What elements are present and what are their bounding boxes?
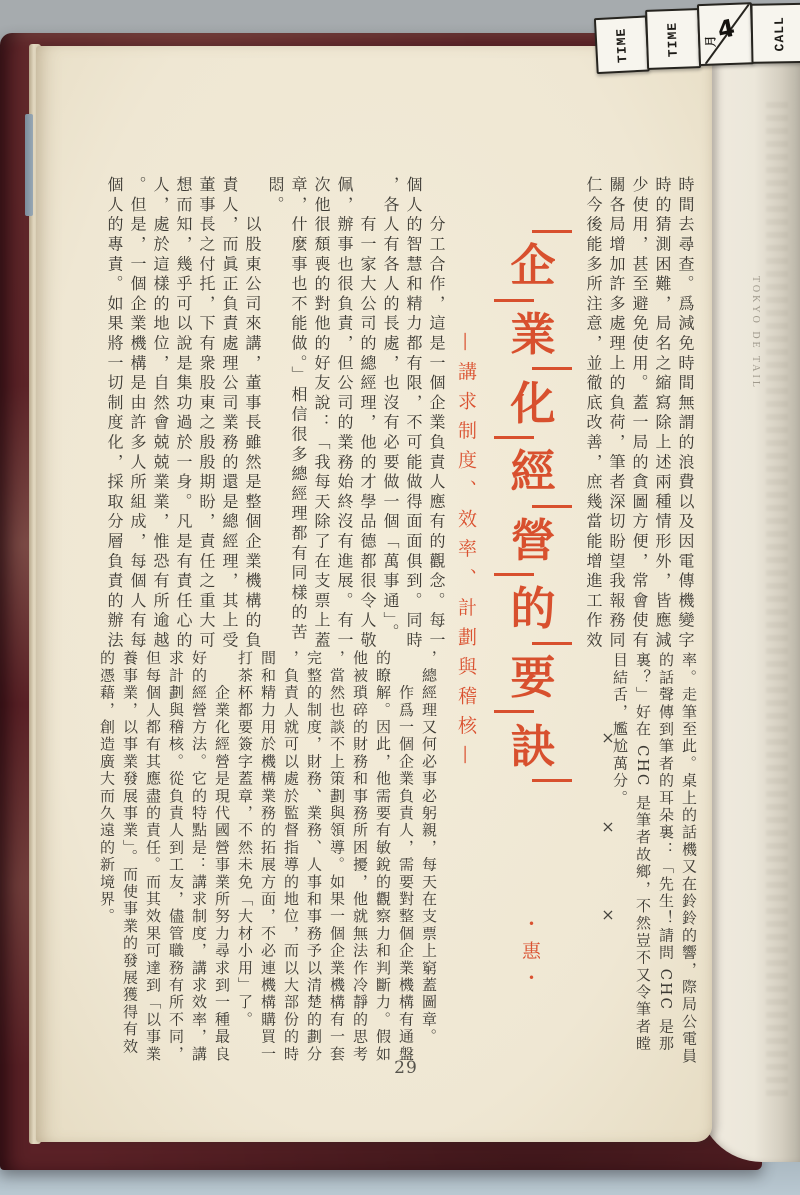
index-tabs: [596, 0, 800, 72]
book-page: [36, 46, 712, 1142]
tab-label: TIME: [664, 21, 682, 57]
title-char: 訣: [510, 719, 556, 773]
text-column: 董事長之付托，下有衆股東之殷殷期盼，責任之重大可: [197, 176, 216, 652]
text-column: 的憑藉，創造廣大而久遠的新境界。: [98, 650, 116, 926]
tab-label: TIME: [613, 26, 630, 63]
text-column: 打茶杯都要簽字蓋章，不然未免「大材小用」了。: [236, 650, 254, 1029]
index-tab-month-4: [697, 2, 754, 66]
text-column: 佩，辦事也很負責，但公司的業務始終沒有進展。有一: [335, 176, 354, 652]
text-column: 次他很頹喪的對他的好友說：「我每天除了在支票上蓋: [312, 176, 331, 652]
body-text-block-bottom-right: [612, 652, 700, 1066]
section-divider-mark: ×: [601, 728, 615, 747]
title-rule-bar: [532, 367, 572, 370]
text-column: ，總經理又何必事必躬親，每天在支票上窮蓋圖章。: [420, 650, 438, 1046]
text-column: 時間去尋查。爲減免時間無謂的浪費以及因電傳機變字: [676, 176, 695, 652]
title-char: 業: [510, 307, 556, 361]
body-text-block-top-right: [582, 176, 697, 656]
text-column: 的瞭解。因此，他需要有敏銳的觀察力和判斷力。假如: [374, 650, 392, 1063]
text-column: 時的猜測困難，局名之縮寫除上述兩種情形外，皆應減: [653, 176, 672, 652]
text-column: 間和精力用於機構業務的拓展方面，不必連機構購買一: [259, 650, 277, 1063]
title-char: 的: [510, 582, 556, 636]
text-column: 但每個人都有其應盡的責任。而其效果可達到「以事業: [144, 650, 162, 1063]
text-column: ，負責人就可以處於監督指導的地位，而以大部份的時: [282, 650, 300, 1063]
text-column: 完整的制度，財務、業務、人事和事務予以清楚的劃分: [305, 650, 323, 1063]
showthrough-text-noise: [766, 96, 788, 1096]
title-rule-bar: [494, 573, 534, 576]
text-column: 。但是，一個企業機構是由許多人所組成，每個人有每: [128, 176, 147, 652]
text-column: 他被瑣碎的財務和事務所困擾，他就無法作冷靜的思考: [351, 650, 369, 1063]
body-text-block-bottom-left: [94, 650, 440, 1064]
text-column: 個人的專責。如果將一切制度化，採取分層負責的辦法: [105, 176, 124, 652]
fore-edge-pages: [698, 36, 800, 1162]
index-tab-time-2: [645, 8, 702, 70]
text-column: 目結舌，尷尬萬分。: [611, 652, 629, 807]
text-column: 以股東公司來講，董事長雖然是整個企業機構的負: [243, 176, 262, 652]
tab-number: 4: [715, 13, 738, 45]
title-rule-bar: [532, 505, 572, 508]
text-column: ，各人有各人的長處，也沒有必要做一個「萬事通」。: [381, 176, 400, 644]
text-column: 率。走筆至此。桌上的話機又在鈴鈴的響，際局公電員: [680, 652, 698, 1065]
title-char: 經: [510, 445, 556, 499]
text-column: 有一家大公司的總經理，他的才學品德都很令人敬: [358, 176, 377, 652]
text-column: 求計劃與稽核。從負責人到工友，儘管職務有所不同，: [167, 650, 185, 1063]
title-rule-bar: [494, 710, 534, 713]
section-divider: [596, 728, 620, 924]
text-column: 關各局增加許多處理上的負荷，筆者深切盼望我報務同: [607, 176, 626, 652]
title-char: 營: [510, 513, 556, 567]
text-column: 責人，而眞正負責處理公司業務的還是總經理，其上受: [220, 176, 239, 652]
text-column: 章，什麼事也不能做。」相信很多總經理都有同樣的苦: [289, 176, 308, 644]
text-column: 少使用，甚至避免使用。蓋一局的貪圖方便，常會使有: [630, 176, 649, 652]
text-column: ，當然也談不上策劃與領導。如果一個企業機構有一套: [328, 650, 346, 1063]
title-char: 要: [510, 651, 556, 705]
bookmark-ribbon: [25, 114, 33, 216]
text-column: 個人的智慧和精力都有限，不可能做得面面俱到。同時: [404, 176, 423, 652]
text-column: 仁今後能多所注意，並徹底改善，庶幾當能增進工作效: [584, 176, 603, 652]
title-rule-bar: [532, 230, 572, 233]
title-rule-bar: [532, 779, 572, 782]
text-column: 好的經營方法。它的特點是：講求制度，講求效率，講: [190, 650, 208, 1063]
adjacent-page-text: TOKYO DE TAIL: [750, 276, 761, 390]
text-column: 企業化經營是現代國營事業所努力尋求到一種最良: [213, 650, 231, 1063]
tab-label: 月: [703, 34, 718, 48]
page-number: 29: [394, 1058, 418, 1078]
text-column: 養事業，以事業發展事業」。而使事業的發展獲得有效: [121, 650, 139, 1056]
index-tab-time-1: [594, 15, 649, 74]
text-column: 作爲一個企業負責人，需要對整個企業機構有通盤: [397, 650, 415, 1063]
text-column: 分工合作，這是一個企業負責人應有的觀念。每一: [427, 176, 446, 652]
text-column: 悶。: [266, 176, 285, 216]
title-char: 化: [510, 376, 556, 430]
title-rule-bar: [494, 299, 534, 302]
author-mark: ・惠・: [519, 914, 541, 995]
text-column: 裏？」好在 CHC 是筆者故鄉，不然豈不又令筆者瞠: [634, 652, 652, 1053]
article-title: [494, 230, 572, 782]
text-column: 的話聲傳到筆者的耳朵裏：「先生！請問 CHC 是那: [657, 652, 675, 1053]
article-subtitle: —講求制度、效率、計劃與稽核—: [455, 332, 477, 775]
text-column: 人，處於這樣的地位，自然會兢兢業業，惟恐有所逾越: [151, 176, 170, 652]
title-rule-bar: [532, 642, 572, 645]
section-divider-mark: ×: [601, 816, 615, 836]
title-char: 企: [510, 239, 556, 293]
title-rule-bar: [494, 436, 534, 439]
index-tab-call: [750, 3, 800, 64]
body-text-block-top-left: [102, 176, 448, 656]
section-divider-mark: ×: [601, 905, 615, 924]
text-column: 想而知，幾乎可以說是集功過於一身。凡是有責任心的: [174, 176, 193, 652]
tab-label: CALL: [770, 15, 787, 52]
